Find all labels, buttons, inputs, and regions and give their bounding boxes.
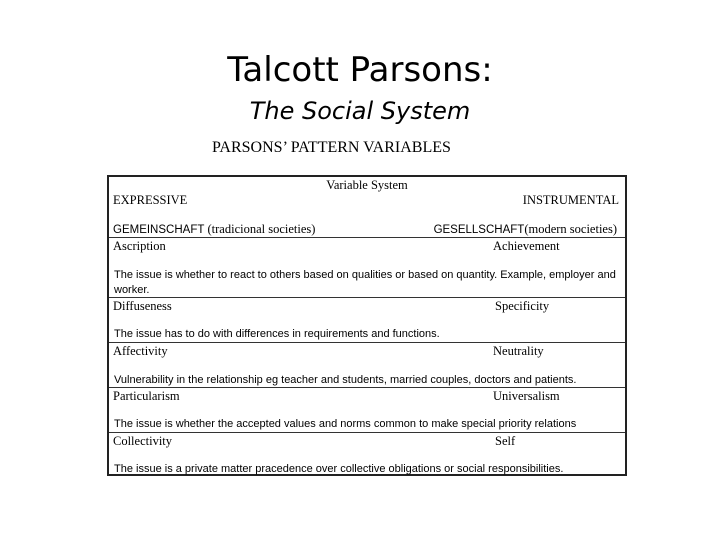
row-right-term: Specificity [495,299,550,313]
table-row [109,297,625,343]
expressive-header: EXPRESSIVE [113,193,188,207]
gesellschaft-term: GESELLSCHAFT [433,224,525,236]
table-row [109,342,625,388]
row-left-term: Particularism [113,389,180,403]
table-row [109,387,625,433]
row-right-term: Universalism [493,389,560,403]
gesellschaft-note: (modern societies) [524,222,617,236]
gemeinschaft-label [113,222,315,237]
row-description: The issue is a private matter pracedence over collective obligations or social responsibilities. [114,463,564,475]
gemeinschaft-note: (tradicional societies) [207,222,316,236]
row-right-term: Achievement [493,239,560,253]
gemeinschaft-term: GEMEINSCHAFT [113,224,205,236]
slide-title: Talcott Parsons: [227,50,493,90]
row-description: Vulnerability in the relationship eg teacher and students, married couples, doctors and patients. [114,374,577,386]
section-heading: PARSONS’ PATTERN VARIABLES [212,139,451,156]
table-row [109,432,625,475]
pattern-variables-table [107,175,627,476]
slide-subtitle: The Social System [249,97,471,125]
row-left-term: Collectivity [113,434,173,448]
row-description: The issue has to do with differences in requirements and functions. [114,328,440,340]
instrumental-header: INSTRUMENTAL [522,193,619,207]
row-left-term: Ascription [113,239,166,253]
table-header [109,177,625,237]
row-description: The issue is whether to react to others based on qualities or based on quantity. Example, employer and worker. [114,269,616,296]
row-right-term: Neutrality [493,344,544,358]
row-right-term: Self [495,434,516,448]
gesellschaft-label [434,222,617,237]
row-left-term: Affectivity [113,344,168,358]
table-row [109,237,625,298]
row-description: The issue is whether the accepted values and norms common to make special priority relations [114,418,577,430]
table-caption: Variable System [326,178,408,192]
row-left-term: Diffuseness [113,299,172,313]
